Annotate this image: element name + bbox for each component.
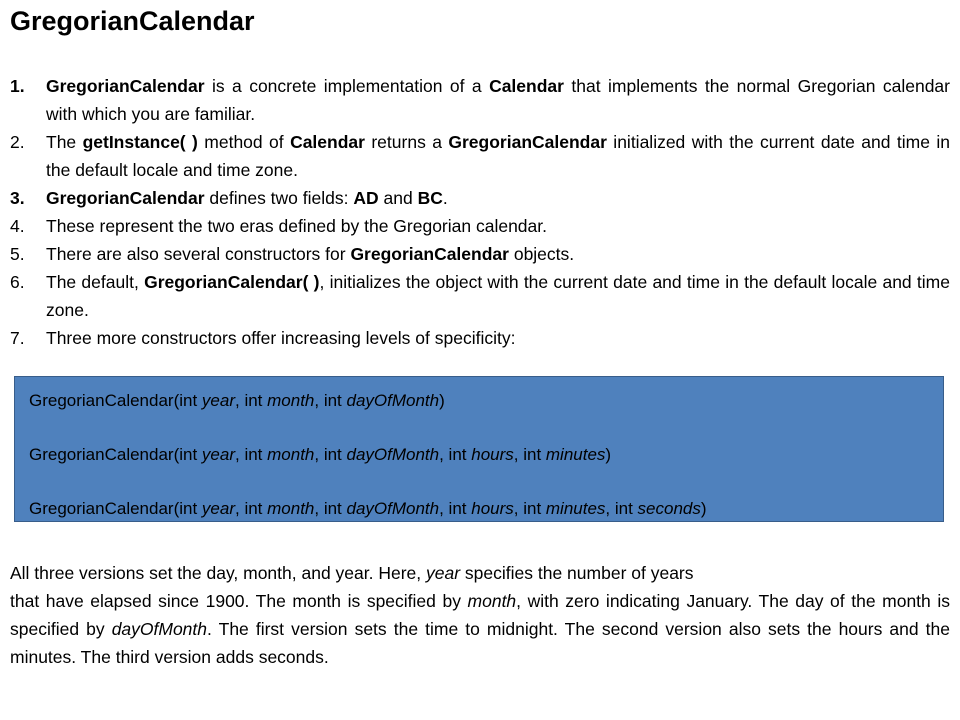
text-run: , int [605, 499, 638, 518]
italic-term: dayOfMonth [346, 499, 440, 518]
text-run: specifies the number of years [460, 563, 694, 583]
text-run: and [378, 188, 418, 208]
item-number: 6. [10, 272, 25, 292]
text-run: , int [235, 391, 268, 410]
list-item [10, 184, 950, 212]
item-number: 4. [10, 216, 25, 236]
bold-term: Calendar [489, 76, 564, 96]
text-run: These represent the two eras defined by the Gregorian calendar. [46, 216, 547, 236]
text-run: is a concrete implementation of a [204, 76, 490, 96]
text-run: , int [314, 391, 347, 410]
text-run: GregorianCalendar(int [29, 445, 202, 464]
text-run: , int [439, 499, 472, 518]
text-run: that implements the normal Gregorian calendar with which you are familiar. [46, 76, 950, 124]
text-run: returns a [364, 132, 449, 152]
italic-term: year [426, 563, 461, 583]
bold-term: BC [417, 188, 443, 208]
italic-term: year [201, 445, 235, 464]
bold-term: AD [353, 188, 379, 208]
text-run: Three more constructors offer increasing levels of specificity: [46, 328, 516, 348]
item-text [46, 216, 547, 236]
text-run: ) [439, 391, 445, 410]
list-item [10, 240, 950, 268]
summary-rest [10, 591, 950, 667]
summary-paragraph [10, 559, 950, 671]
italic-term: year [201, 499, 235, 518]
text-run: objects. [508, 244, 575, 264]
italic-term: seconds [637, 499, 701, 518]
text-run: , int [235, 445, 268, 464]
points-list [10, 72, 950, 352]
text-run: initialized with the current date and time in the default locale and time zone. [46, 132, 950, 180]
text-run: The default, [46, 272, 145, 292]
item-text [46, 188, 448, 208]
constructor-signature [29, 391, 445, 411]
constructor-signature [29, 499, 707, 519]
bold-term: Calendar [290, 132, 365, 152]
item-text [46, 244, 574, 264]
bold-term: GregorianCalendar [46, 76, 205, 96]
italic-term: month [267, 499, 315, 518]
bold-term: getInstance( ) [82, 132, 198, 152]
bold-term: GregorianCalendar [46, 188, 205, 208]
italic-term: dayOfMonth [111, 619, 208, 639]
item-text [46, 272, 950, 320]
text-run: , initializes the object with the current date and time in the default locale and time zone. [46, 272, 950, 320]
italic-term: minutes [545, 499, 606, 518]
italic-term: month [467, 591, 517, 611]
item-number: 1. [10, 76, 25, 96]
text-run: ) [700, 499, 707, 518]
page-title: GregorianCalendar [10, 6, 255, 36]
italic-term: dayOfMonth [346, 445, 440, 464]
summary-first-line [10, 559, 950, 587]
list-item [10, 212, 950, 240]
italic-term: hours [471, 445, 514, 464]
item-text [46, 328, 515, 348]
item-number: 5. [10, 244, 25, 264]
list-item [10, 268, 950, 324]
italic-term: dayOfMonth [346, 391, 440, 410]
italic-term: hours [471, 499, 514, 518]
text-run: There are also several constructors for [46, 244, 351, 264]
constructors-box [14, 376, 944, 522]
list-item [10, 324, 950, 352]
text-run: . [442, 188, 448, 208]
text-run: The [46, 132, 83, 152]
text-run: method of [197, 132, 291, 152]
constructor-signature [29, 445, 611, 465]
italic-term: month [267, 445, 315, 464]
text-run: , int [314, 445, 347, 464]
text-run: , int [439, 445, 472, 464]
item-text [46, 76, 950, 124]
item-number: 2. [10, 132, 25, 152]
text-run: , int [513, 499, 546, 518]
item-number: 7. [10, 328, 25, 348]
bold-term: GregorianCalendar [448, 132, 607, 152]
italic-term: minutes [545, 445, 606, 464]
list-item [10, 72, 950, 128]
italic-term: year [201, 391, 235, 410]
text-run: GregorianCalendar(int [29, 391, 202, 410]
text-run: GregorianCalendar(int [29, 499, 202, 518]
text-run: All three versions set the day, month, and year. Here, [10, 563, 427, 583]
text-run: , int [513, 445, 546, 464]
item-text [46, 132, 950, 180]
italic-term: month [267, 391, 315, 410]
text-run: , with zero indicating January. The day of the month is specified by [10, 591, 950, 639]
text-run: that have elapsed since 1900. The month is specified by [10, 591, 468, 611]
text-run: ) [605, 445, 612, 464]
text-run: defines two fields: [204, 188, 354, 208]
text-run: , int [314, 499, 347, 518]
bold-term: GregorianCalendar( ) [144, 272, 320, 292]
list-item [10, 128, 950, 184]
item-number: 3. [10, 188, 25, 208]
text-run: . The first version sets the time to midnight. The second version also sets the hours and the minutes. The third version adds seconds. [10, 619, 950, 667]
bold-term: GregorianCalendar [350, 244, 509, 264]
text-run: , int [235, 499, 268, 518]
